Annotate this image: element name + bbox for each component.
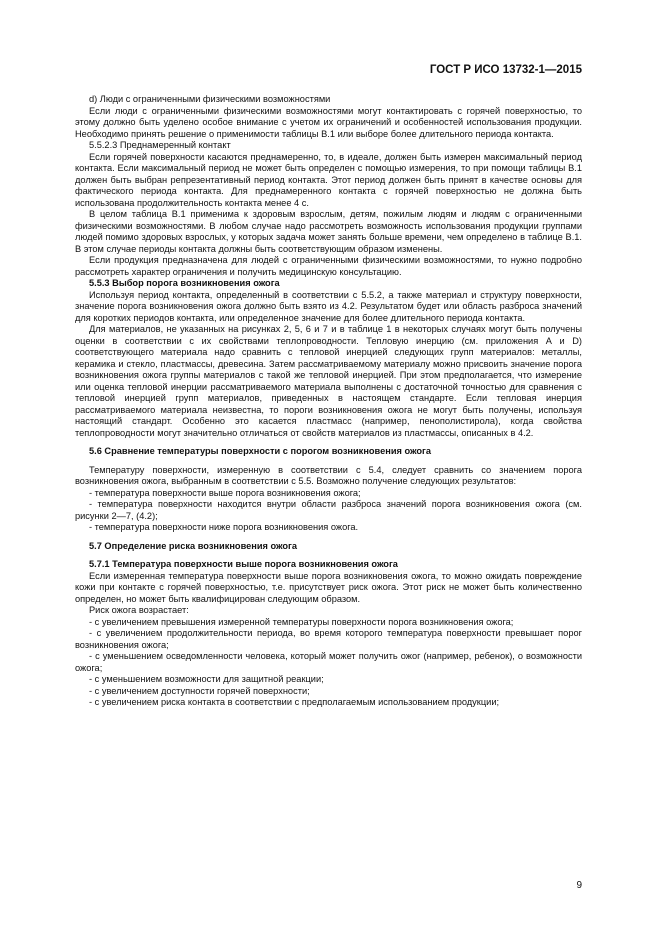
list-item: - с увеличением превышения измеренной температуры поверхности порога возникновения ожога; [89, 616, 514, 627]
list-item-heading: d) Люди с ограниченными физическими возможностями [89, 94, 331, 104]
list-item: - температура поверхности находится внутри области разброса значений порога возникновения ожога (см. рисунки 2—7, (4.2); [75, 499, 582, 521]
paragraph: Используя период контакта, определенный в соответствии с 5.5.2, а также материал и структуру поверхности, значение порога возникновения ожога должно быть взято из 4.2. Результатом будет или область разброса значений для коротких периодов контакта, или определенное значение для более длительного периода контакта. [75, 289, 582, 323]
list-item: - с увеличением доступности горячей поверхности; [89, 685, 310, 696]
document-body [75, 94, 582, 709]
paragraph: Риск ожога возрастает: [89, 605, 189, 615]
section-heading: 5.7.1 Температура поверхности выше порога возникновения ожога [89, 559, 398, 569]
section-heading: 5.6 Сравнение температуры поверхности с порогом возникновения ожога [89, 446, 432, 456]
list-item: - температура поверхности ниже порога возникновения ожога. [89, 522, 359, 532]
paragraph: В целом таблица В.1 применима к здоровым взрослым, детям, пожилым людям и людям с ограниченными физическими возможностями. В любом случае надо рассмотреть возможность использования продукции группами людей помимо здоровых взрослых, у которых задача может занять больше времени, чем определено в таблице В.1. В этом случае периоды контакта должны быть соответствующим образом изменены. [75, 209, 582, 254]
paragraph: Для материалов, не указанных на рисунках 2, 5, 6 и 7 и в таблице 1 в некоторых случаях могут быть получены оценки в соответствии с их свойствами теплопроводности. Тепловую инерцию (см. приложения А и D) соответствующего материала надо сравнить с тепловой инерцией следующих групп материалов: металлы, керамика и стекло, пластмассы, древесина. Затем рассматриваемому материалу можно присвоить значение порога возникновения ожога группы материалов с такой же тепловой инерцией. При этом предполагается, что измерение или оценка тепловой инерции рассматриваемого материала выполнены с достаточной точностью для сравнения с тепловой инерцией групп материалов, приведенных в настоящем стандарте. Если тепловая инерция рассматриваемого материала неизвестна, то пороги возникновения ожога не могут быть получены, используя настоящий стандарт. Особенно это касается пластмасс (например, пенополистирола), когда свойства теплопроводности могут значительно отличаться от свойств материалов из пластмассы, описанных в 4.2. [75, 324, 582, 438]
section-heading: 5.7 Определение риска возникновения ожога [89, 540, 298, 551]
list-item: - с уменьшением осведомленности человека, который может получить ожог (например, ребенок), о возможности ожога; [75, 651, 582, 673]
document-header: ГОСТ Р ИСО 13732-1—2015 [429, 64, 582, 76]
paragraph: Если продукция предназначена для людей с ограниченными физическими возможностями, то нужно подробно рассмотреть характер ограничения и получить медицинскую консультацию. [75, 255, 582, 277]
page-number: 9 [576, 880, 582, 891]
paragraph: Если люди с ограниченными физическими возможностями могут контактировать с горячей поверхностью, то этому должно быть уделено особое внимание с учетом их ограничений и особенностей использования продукции. Необходимо принять решение о применимости таблицы В.1 или выборе более длительного периода контакта. [75, 105, 582, 139]
list-item: - с увеличением риска контакта в соответствии с предполагаемым использованием продукции; [89, 697, 500, 707]
list-item: - с уменьшением возможности для защитной реакции; [89, 674, 324, 684]
paragraph: Если горячей поверхности касаются преднамеренно, то, в идеале, должен быть измерен максимальный период контакта. Если максимальный период не может быть определен с помощью измерения, то при помощи таблицы В.1 должен быть выбран репрезентативный период контакта. Этот период должен быть принят в качестве основы для фактического периода контакта. Для преднамеренного контакта с горячей поверхностью не должна быть использована продолжительность контакта менее 4 с. [75, 151, 582, 208]
list-item: - температура поверхности выше порога возникновения ожога; [89, 487, 361, 498]
section-heading: 5.5.3 Выбор порога возникновения ожога [89, 278, 280, 288]
paragraph: Если измеренная температура поверхности выше порога возникновения ожога, то можно ожидать повреждение кожи при контакте с горячей поверхностью, т.е. присутствует риск ожога. Этот риск не может быть количественно определен, но может быть квалифицирован следующим образом. [75, 570, 582, 604]
subsection-heading: 5.5.2.3 Преднамеренный контакт [89, 140, 231, 150]
paragraph: Температуру поверхности, измеренную в соответствии с 5.4, следует сравнить со значением порога возникновения ожога, выбранным в соответствии с 5.5. Возможно получение следующих результатов: [75, 464, 582, 486]
list-item: - с увеличением продолжительности периода, во время которого температура поверхности превышает порог возникновения ожога; [75, 628, 582, 650]
